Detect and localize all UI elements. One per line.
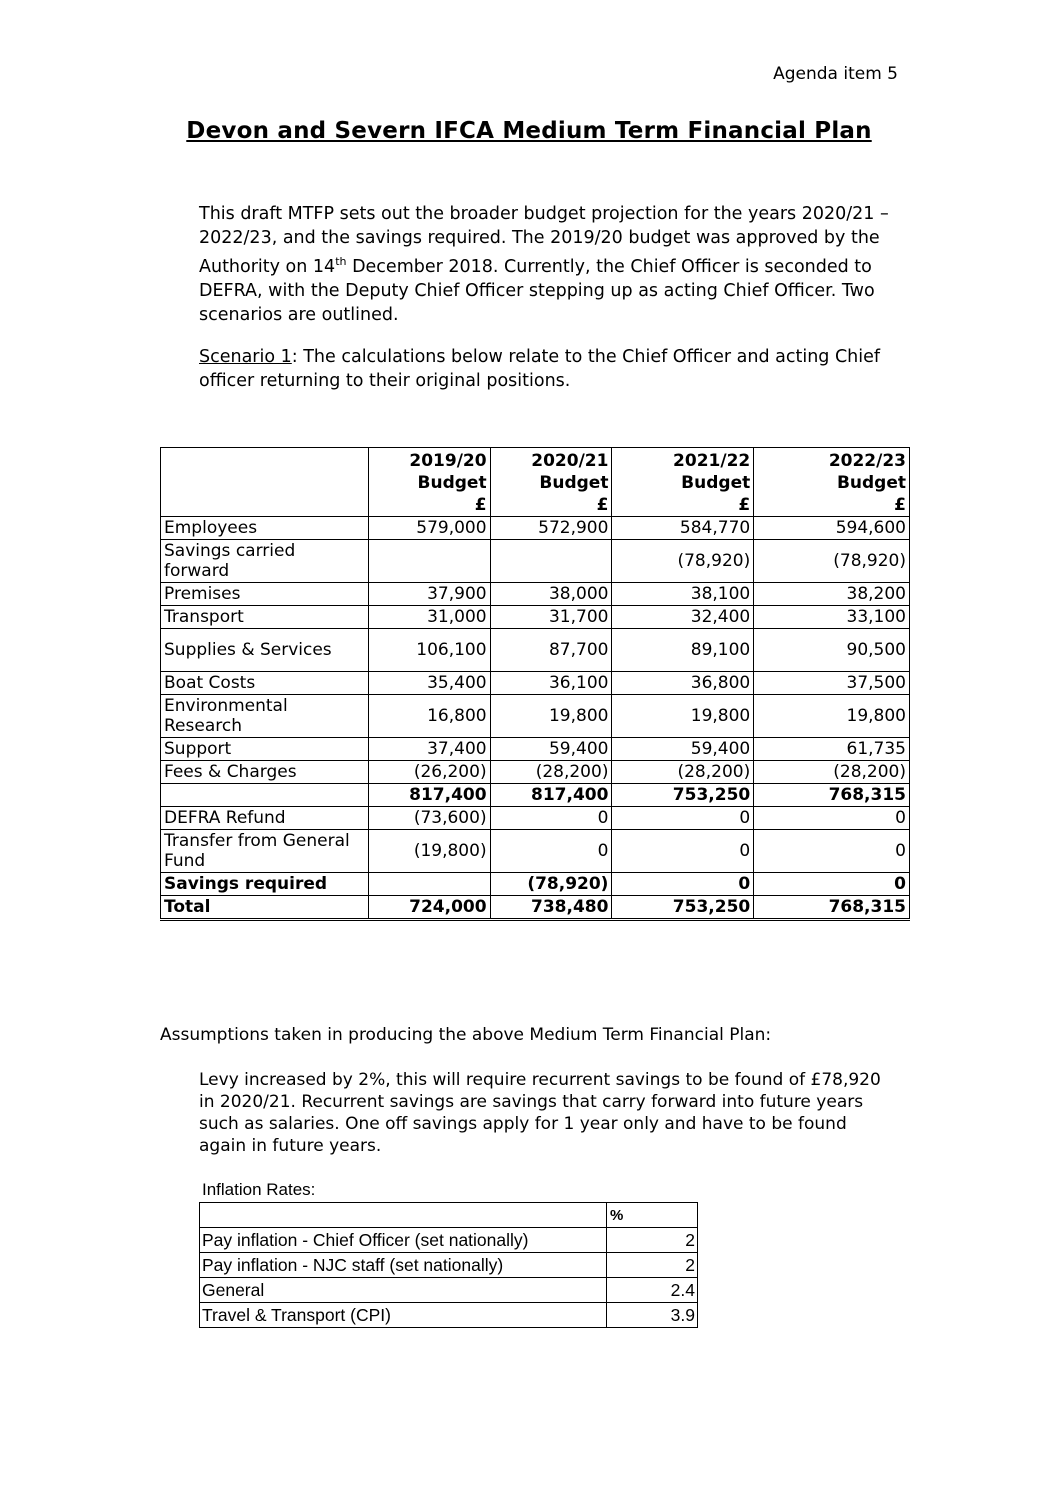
cell-value: (28,200) (490, 761, 612, 784)
cell-value: 37,500 (754, 672, 910, 695)
cell-value: 768,315 (754, 896, 910, 920)
cell-value: 36,100 (490, 672, 612, 695)
cell-value: 753,250 (612, 784, 754, 807)
assumptions-heading: Assumptions taken in producing the above Medium Term Financial Plan: (160, 1025, 772, 1045)
table-row (200, 1303, 698, 1328)
cell-value: 38,200 (754, 583, 910, 606)
row-label: Total (161, 896, 369, 920)
cell-value: (78,920) (754, 540, 910, 583)
cell-value: 584,770 (612, 517, 754, 540)
cell-value: 31,000 (368, 606, 490, 629)
cell-value: 0 (490, 830, 612, 873)
table-row (161, 761, 910, 784)
row-label: Fees & Charges (161, 761, 369, 784)
inflation-label: Pay inflation - Chief Officer (set nationally) (200, 1228, 607, 1253)
cell-value: 0 (754, 873, 910, 896)
cell-value: 38,100 (612, 583, 754, 606)
cell-value: (73,600) (368, 807, 490, 830)
cell-value: 61,735 (754, 738, 910, 761)
cell-value: 753,250 (612, 896, 754, 920)
cell-value: (19,800) (368, 830, 490, 873)
cell-value: 0 (612, 807, 754, 830)
cell-value: 35,400 (368, 672, 490, 695)
inflation-header-row (200, 1203, 698, 1228)
cell-value: (78,920) (490, 873, 612, 896)
row-label: Savings carried forward (161, 540, 369, 583)
inflation-unit-header: % (607, 1203, 698, 1228)
budget-header-row (161, 448, 910, 517)
row-label: Support (161, 738, 369, 761)
table-row (200, 1278, 698, 1303)
document-title: Devon and Severn IFCA Medium Term Financial Plan (186, 118, 872, 144)
row-label: Boat Costs (161, 672, 369, 695)
cell-value: 0 (612, 873, 754, 896)
table-row (161, 629, 910, 672)
intro-paragraph: This draft MTFP sets out the broader budget projection for the years 2020/21 – 2022/23, and the savings required. The 2019/20 budget was approved by the Authority on 14th December 2018. Currently, the Chief Officer is seconded to DEFRA, with the Deputy Chief Officer stepping up as acting Chief Officer. Two scenarios are outlined. (199, 204, 889, 325)
cell-value (368, 540, 490, 583)
cell-value: 0 (754, 807, 910, 830)
inflation-header-blank (200, 1203, 607, 1228)
total-row (161, 896, 910, 920)
cell-value: 0 (490, 807, 612, 830)
cell-value: (26,200) (368, 761, 490, 784)
inflation-value: 2 (607, 1253, 698, 1278)
cell-value: 738,480 (490, 896, 612, 920)
cell-value: 817,400 (368, 784, 490, 807)
cell-value: 90,500 (754, 629, 910, 672)
cell-value: 38,000 (490, 583, 612, 606)
row-label: DEFRA Refund (161, 807, 369, 830)
cell-value: 87,700 (490, 629, 612, 672)
table-row (161, 606, 910, 629)
cell-value: 0 (612, 830, 754, 873)
table-row (161, 540, 910, 583)
subtotal-row (161, 784, 910, 807)
row-label: Savings required (161, 873, 369, 896)
inflation-value: 2 (607, 1228, 698, 1253)
inflation-value: 3.9 (607, 1303, 698, 1328)
table-row (161, 517, 910, 540)
cell-value: 16,800 (368, 695, 490, 738)
cell-value: 59,400 (612, 738, 754, 761)
table-row (200, 1253, 698, 1278)
table-row (161, 695, 910, 738)
cell-value: 106,100 (368, 629, 490, 672)
row-label: Premises (161, 583, 369, 606)
table-row (161, 738, 910, 761)
cell-value: 33,100 (754, 606, 910, 629)
cell-value: 579,000 (368, 517, 490, 540)
budget-header-cell: 2020/21 Budget £ (490, 448, 612, 517)
budget-header-cell: 2022/23 Budget £ (754, 448, 910, 517)
budget-header-cell: 2019/20 Budget £ (368, 448, 490, 517)
inflation-table (199, 1202, 698, 1328)
cell-value: 594,600 (754, 517, 910, 540)
row-label: Employees (161, 517, 369, 540)
inflation-title: Inflation Rates: (202, 1180, 316, 1199)
cell-value: 37,400 (368, 738, 490, 761)
row-label: Transport (161, 606, 369, 629)
cell-value (490, 540, 612, 583)
cell-value: (78,920) (612, 540, 754, 583)
table-row (161, 672, 910, 695)
agenda-item: Agenda item 5 (773, 64, 898, 84)
scenario-paragraph: Scenario 1: The calculations below relate to the Chief Officer and acting Chief officer returning to their original positions. (199, 347, 881, 391)
savings-required-row (161, 873, 910, 896)
cell-value: (28,200) (612, 761, 754, 784)
row-label: Supplies & Services (161, 629, 369, 672)
cell-value: 37,900 (368, 583, 490, 606)
row-label: Environmental Research (161, 695, 369, 738)
inflation-label: General (200, 1278, 607, 1303)
table-row (161, 807, 910, 830)
cell-value: 0 (754, 830, 910, 873)
cell-value: 36,800 (612, 672, 754, 695)
cell-value: 572,900 (490, 517, 612, 540)
budget-header-cell: 2021/22 Budget £ (612, 448, 754, 517)
cell-value: 32,400 (612, 606, 754, 629)
row-label: Transfer from General Fund (161, 830, 369, 873)
cell-value (368, 873, 490, 896)
cell-value: 31,700 (490, 606, 612, 629)
cell-value: 724,000 (368, 896, 490, 920)
cell-value: 817,400 (490, 784, 612, 807)
cell-value: 768,315 (754, 784, 910, 807)
table-row (161, 583, 910, 606)
row-label (161, 784, 369, 807)
inflation-label: Pay inflation - NJC staff (set nationally) (200, 1253, 607, 1278)
inflation-value: 2.4 (607, 1278, 698, 1303)
cell-value: 19,800 (490, 695, 612, 738)
cell-value: 19,800 (612, 695, 754, 738)
levy-paragraph: Levy increased by 2%, this will require recurrent savings to be found of £78,920 in 2020/21. Recurrent savings are savings that carry forward into future years such as salaries. One off savings apply for 1 year only and have to be found again in future years. (199, 1070, 881, 1156)
inflation-label: Travel & Transport (CPI) (200, 1303, 607, 1328)
budget-table (160, 447, 910, 921)
table-row (200, 1228, 698, 1253)
cell-value: 59,400 (490, 738, 612, 761)
budget-header-blank (161, 448, 369, 517)
cell-value: 89,100 (612, 629, 754, 672)
cell-value: 19,800 (754, 695, 910, 738)
scenario-label: Scenario 1 (199, 347, 292, 367)
table-row (161, 830, 910, 873)
cell-value: (28,200) (754, 761, 910, 784)
